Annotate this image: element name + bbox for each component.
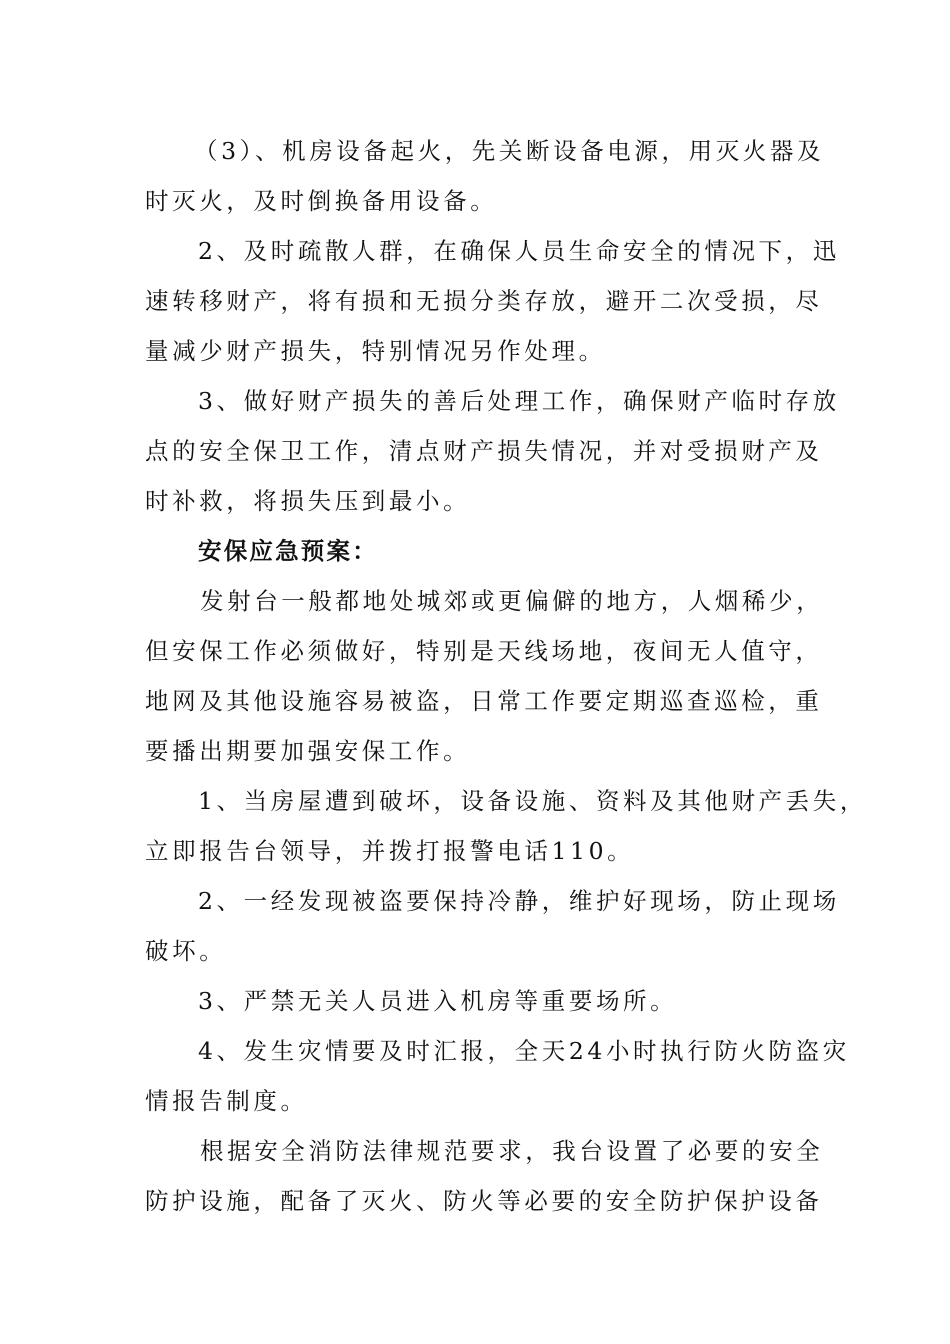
text-line: 情报告制度。 (145, 1087, 308, 1115)
text-line: 地网及其他设施容易被盗，日常工作要定期巡查巡检，重 (145, 687, 823, 715)
text-line: 点的安全保卫工作，清点财产损失情况，并对受损财产及 (145, 437, 823, 465)
text-line: 2、一经发现被盗要保持冷静，维护好现场，防止现场 (198, 887, 840, 915)
text-line: 1、当房屋遭到破坏，设备设施、资料及其他财产丢失， (198, 787, 867, 815)
text-line: 时补救，将损失压到最小。 (145, 487, 471, 515)
text-line: 3、严禁无关人员进入机房等重要场所。 (198, 987, 678, 1015)
text-line: 时灭火，及时倒换备用设备。 (145, 187, 498, 215)
text-line: 根据安全消防法律规范要求，我台设置了必要的安全 (200, 1137, 824, 1165)
text-line: 速转移财产，将有损和无损分类存放，避开二次受损，尽 (145, 287, 823, 315)
text-line: 发射台一般都地处城郊或更偏僻的地方，人烟稀少， (200, 587, 824, 615)
section-heading: 安保应急预案： (198, 537, 378, 565)
text-line: 量减少财产损失，特别情况另作处理。 (145, 337, 606, 365)
text-line: 防护设施，配备了灭火、防火等必要的安全防护保护设备 (145, 1187, 823, 1215)
text-line: 4、发生灾情要及时汇报，全天24小时执行防火防盗灾 (198, 1037, 850, 1065)
text-line: 破坏。 (145, 937, 227, 965)
text-line: 但安保工作必须做好，特别是天线场地，夜间无人值守， (145, 637, 823, 665)
text-line: 立即报告台领导，并拨打报警电话110。 (145, 837, 635, 865)
text-line: 2、及时疏散人群，在确保人员生命安全的情况下，迅 (198, 237, 840, 265)
text-line: 要播出期要加强安保工作。 (145, 737, 471, 765)
text-line: （3）、机房设备起火，先关断设备电源，用灭火器及 (194, 137, 825, 165)
text-line: 3、做好财产损失的善后处理工作，确保财产临时存放 (198, 387, 840, 415)
